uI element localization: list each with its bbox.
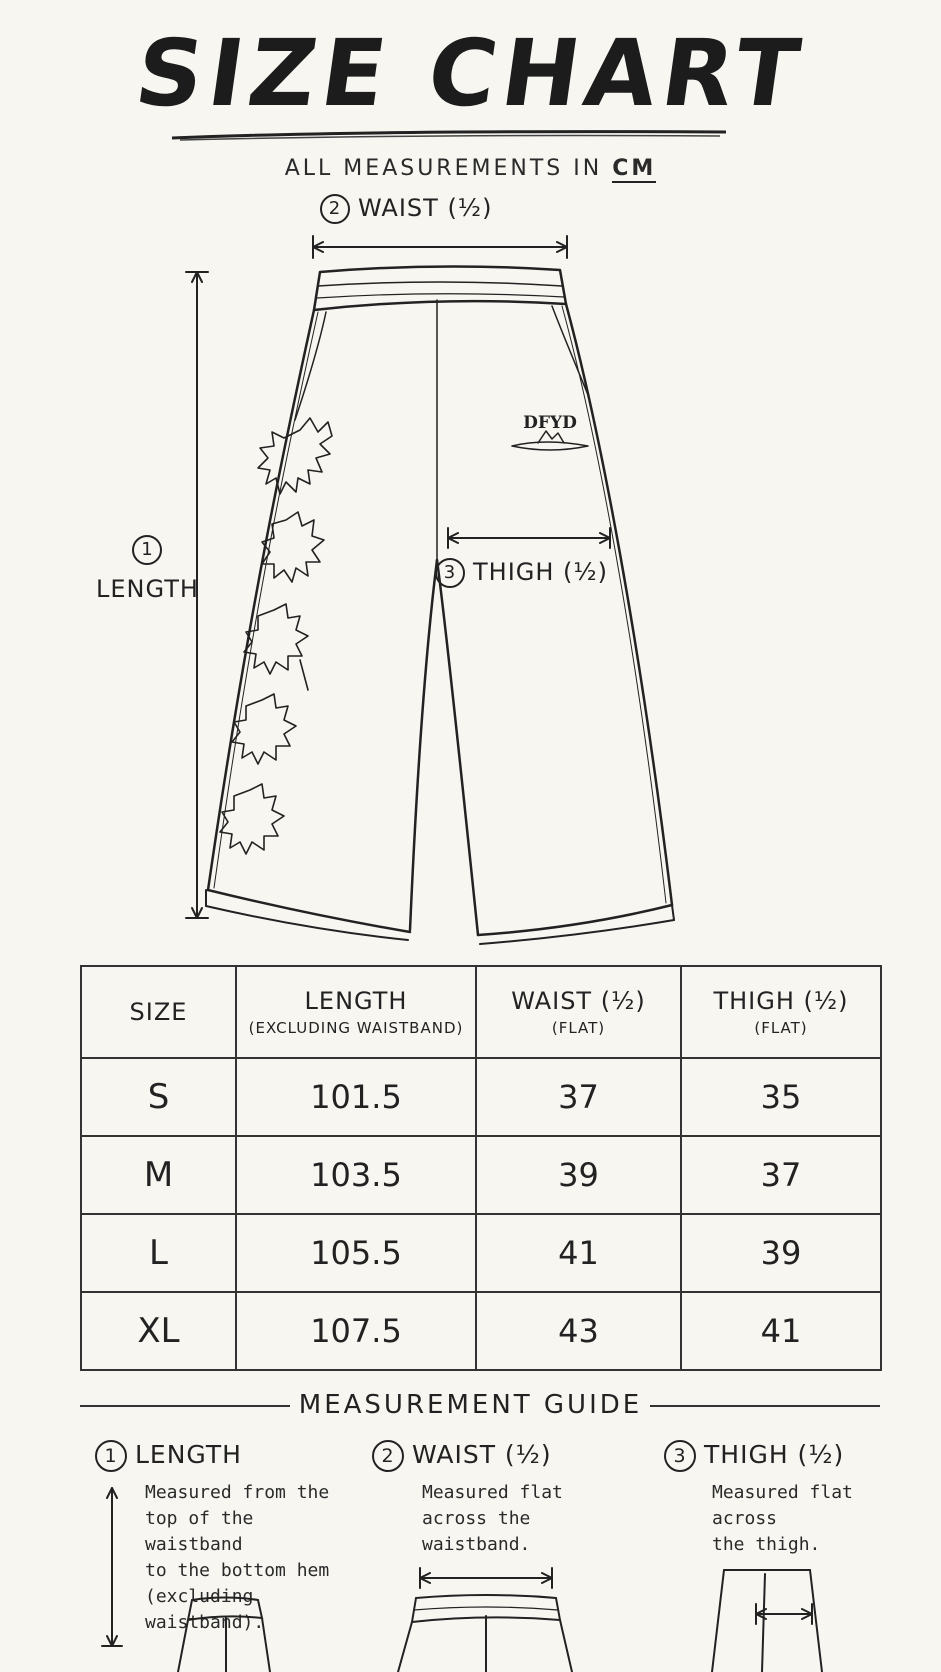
guide-length-desc-line: Measured from the: [145, 1482, 330, 1503]
waist-number-badge: 2: [320, 194, 350, 224]
guide-length-label: LENGTH: [135, 1440, 242, 1469]
table-row: [81, 1058, 881, 1136]
page-title: SIZE CHART: [129, 20, 812, 127]
guide-waist-desc-line: across the: [422, 1508, 531, 1529]
header-thigh: THIGH (½) (FLAT): [681, 966, 881, 1058]
table-row: [81, 1136, 881, 1214]
header-length: LENGTH (EXCLUDING WAISTBAND): [236, 966, 476, 1058]
waist-cell: 41: [476, 1214, 681, 1292]
length-dimension-label: [96, 535, 199, 603]
guide-thigh-desc-line: Measured flat: [712, 1482, 853, 1503]
size-cell: S: [81, 1058, 236, 1136]
thigh-dimension-label: [435, 558, 608, 588]
thigh-cell: 37: [681, 1136, 881, 1214]
waist-cell: 37: [476, 1058, 681, 1136]
guide-waist-desc-line: Measured flat: [422, 1482, 563, 1503]
thigh-dimension-arrow: [448, 528, 610, 548]
guide-length-sketch: [102, 1488, 270, 1672]
waist-cell: 39: [476, 1136, 681, 1214]
guide-thigh-label: THIGH (½): [704, 1440, 845, 1469]
thigh-label-text: THIGH (½): [473, 558, 609, 586]
thigh-cell: 41: [681, 1292, 881, 1370]
waist-dimension-arrow: [313, 236, 567, 258]
guide-length-desc-line: top of the waistband: [145, 1508, 254, 1555]
guide-thigh-badge: 3: [664, 1440, 696, 1472]
size-cell: XL: [81, 1292, 236, 1370]
guide-waist-label: WAIST (½): [412, 1440, 552, 1469]
brand-logo-text: DFYD: [523, 413, 577, 433]
guide-length-badge: 1: [95, 1440, 127, 1472]
guide-waist-badge: 2: [372, 1440, 404, 1472]
guide-thigh-desc-line: across: [712, 1508, 778, 1529]
waistband: [314, 266, 566, 310]
header-size: SIZE: [81, 966, 236, 1058]
length-cell: 105.5: [236, 1214, 476, 1292]
guide-sketches: [0, 1480, 941, 1672]
unit-label: CM: [612, 156, 657, 181]
size-cell: M: [81, 1136, 236, 1214]
guide-waist-sketch: [398, 1568, 572, 1672]
guide-thigh-sketch: [712, 1570, 822, 1672]
thigh-number-badge: 3: [435, 558, 465, 588]
size-table: [80, 965, 882, 1371]
guide-title: MEASUREMENT GUIDE: [298, 1390, 643, 1420]
guide-waist-desc-line: waistband.: [422, 1534, 531, 1555]
size-cell: L: [81, 1214, 236, 1292]
subtitle-prefix: ALL MEASUREMENTS IN: [284, 156, 603, 181]
header-waist: WAIST (½) (FLAT): [476, 966, 681, 1058]
waist-cell: 43: [476, 1292, 681, 1370]
waist-label-text: WAIST (½): [358, 194, 493, 222]
length-number-badge: 1: [132, 535, 162, 565]
length-cell: 101.5: [236, 1058, 476, 1136]
side-graphic-print: [220, 418, 332, 854]
length-cell: 103.5: [236, 1136, 476, 1214]
length-cell: 107.5: [236, 1292, 476, 1370]
table-row: [81, 1292, 881, 1370]
thigh-cell: 35: [681, 1058, 881, 1136]
guide-length-desc-line: to the bottom hem: [145, 1560, 330, 1581]
guide-length-desc-line: (excluding waistband).: [145, 1586, 265, 1633]
table-header-row: [81, 966, 881, 1058]
thigh-cell: 39: [681, 1214, 881, 1292]
guide-thigh-desc-line: the thigh.: [712, 1534, 821, 1555]
length-label-text: LENGTH: [96, 575, 199, 603]
waist-dimension-label: [320, 194, 492, 224]
table-row: [81, 1214, 881, 1292]
